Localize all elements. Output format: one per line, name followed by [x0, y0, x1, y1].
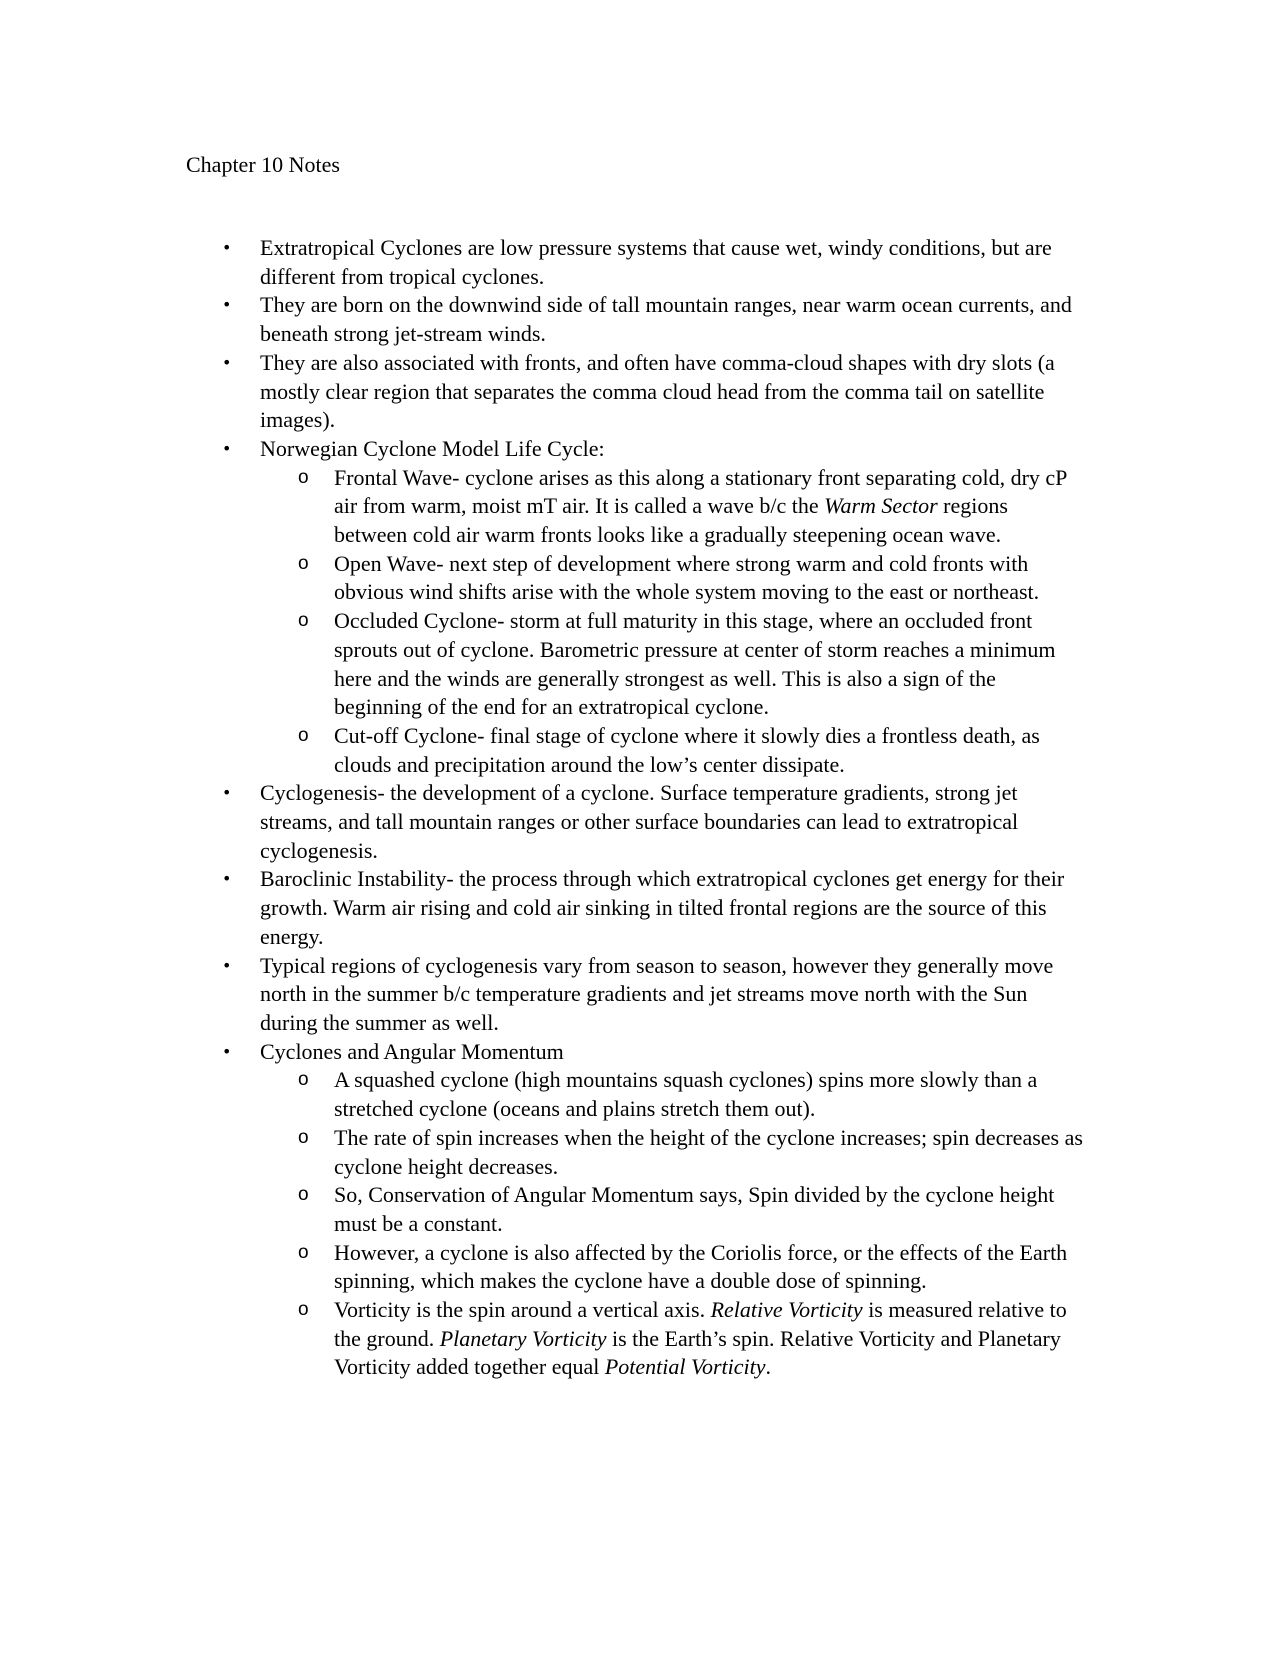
sub-bullet-item: [260, 1296, 1086, 1382]
bullet-text: [260, 292, 1072, 346]
bullet-marker-icon: •: [222, 783, 232, 803]
text-segment: is the Earth’s spin. Relative Vorticity and Planetary Vorticity added together equal: [334, 1325, 1061, 1380]
sub-bullet-text: [334, 1125, 1083, 1179]
text-segment: They are also associated with fronts, and often have comma-cloud shapes with dry slots (a mostly clear region that separates the comma cloud head from the comma tail on satellite images).: [260, 349, 1055, 433]
text-segment: They are born on the downwind side of tall mountain ranges, near warm ocean currents, and beneath strong jet-stream winds.: [260, 292, 1072, 347]
sub-bullet-text: [334, 465, 1067, 547]
bullet-marker-icon: •: [222, 1041, 232, 1061]
bullet-list: [186, 234, 1086, 1382]
sub-bullet-marker-icon: o: [298, 610, 309, 632]
sub-bullet-item: [260, 722, 1086, 779]
italic-term: Warm Sector: [824, 493, 938, 519]
text-segment: So, Conservation of Angular Momentum says, Spin divided by the cyclone height must be a constant.: [334, 1182, 1055, 1236]
sub-bullet-marker-icon: o: [298, 1241, 309, 1263]
sub-bullet-text: [334, 723, 1040, 777]
text-segment: Occluded Cyclone- storm at full maturity in this stage, where an occluded front sprouts out of cyclone. Barometric pressure at center of storm reaches a minimum here and the winds are generally strongest as well. This is also a sign of the beginning of the end for an extratropical cyclone.: [334, 608, 1056, 720]
bullet-marker-icon: •: [222, 438, 232, 458]
text-segment: Cut-off Cyclone- final stage of cyclone where it slowly dies a frontless death, as clouds and precipitation around the low’s center dissipate.: [334, 722, 1040, 777]
bullet-marker-icon: •: [222, 869, 232, 889]
bullet-marker-icon: •: [222, 238, 232, 257]
text-segment: Open Wave- next step of development where strong warm and cold fronts with obvious wind shifts arise with the whole system moving to the east or northeast.: [334, 550, 1040, 605]
text-segment: .: [765, 1354, 772, 1380]
text-segment: Cyclones and Angular Momentum: [260, 1038, 564, 1064]
bullet-item: [186, 779, 1086, 865]
bullet-text: [260, 780, 1018, 862]
sub-bullet-marker-icon: o: [298, 466, 309, 488]
text-segment: is measured relative to the ground.: [334, 1297, 1067, 1351]
sub-bullet-text: [334, 1067, 1037, 1121]
sub-bullet-item: [260, 1181, 1086, 1238]
sub-bullet-marker-icon: o: [298, 1126, 309, 1148]
sub-bullet-text: [334, 608, 1056, 719]
sub-bullet-item: [260, 1239, 1086, 1296]
bullet-item: [186, 234, 1086, 291]
bullet-text: [260, 953, 1053, 1035]
sub-bullet-marker-icon: o: [298, 724, 309, 746]
text-segment: Baroclinic Instability- the process through which extratropical cyclones get energy for their growth. Warm air rising and cold air sinking in tilted frontal regions are the source of this energy.: [260, 866, 1065, 949]
italic-term: Relative Vorticity: [710, 1297, 863, 1323]
sub-bullet-text: [334, 1240, 1067, 1294]
sub-bullet-list: [260, 1066, 1086, 1382]
sub-bullet-text: [334, 551, 1039, 605]
sub-bullet-marker-icon: o: [298, 1184, 309, 1206]
bullet-text: [260, 1039, 564, 1064]
sub-bullet-list: [260, 464, 1086, 780]
bullet-marker-icon: •: [222, 295, 232, 315]
sub-bullet-item: [260, 1066, 1086, 1123]
bullet-text: [260, 350, 1055, 432]
bullet-item: [186, 865, 1086, 951]
sub-bullet-item: [260, 464, 1086, 550]
sub-bullet-text: [334, 1182, 1054, 1236]
sub-bullet-item: [260, 607, 1086, 722]
italic-term: Potential Vorticity: [604, 1354, 766, 1380]
bullet-text: [260, 866, 1064, 948]
text-segment: Typical regions of cyclogenesis vary from season to season, however they generally move north in the summer b/c temperature gradients and jet streams move north with the Sun during the summer as well.: [260, 952, 1054, 1035]
sub-bullet-item: [260, 550, 1086, 607]
sub-bullet-marker-icon: o: [298, 1299, 309, 1321]
bullet-item: [186, 952, 1086, 1038]
sub-bullet-marker-icon: o: [298, 552, 309, 574]
bullet-text: [260, 436, 605, 461]
bullet-item: [186, 435, 1086, 779]
text-segment: Frontal Wave- cyclone arises as this along a stationary front separating cold, dry cP air from warm, moist mT air. It is called a wave b/c the: [334, 464, 1067, 519]
italic-term: Planetary Vorticity: [439, 1325, 607, 1351]
bullet-item: [186, 349, 1086, 435]
text-segment: Cyclogenesis- the development of a cyclone. Surface temperature gradients, strong jet streams, and tall mountain ranges or other surface boundaries can lead to extratropical cyclogenesis.: [260, 780, 1019, 863]
bullet-item: [186, 1038, 1086, 1382]
text-segment: Norwegian Cyclone Model Life Cycle:: [260, 435, 605, 461]
sub-bullet-text: [334, 1297, 1067, 1379]
page-title: Chapter 10 Notes: [186, 152, 340, 177]
bullet-item: [186, 291, 1086, 348]
bullet-marker-icon: •: [222, 955, 232, 975]
text-segment: Vorticity is the spin around a vertical axis.: [334, 1297, 711, 1323]
bullet-marker-icon: •: [222, 352, 232, 372]
text-segment: A squashed cyclone (high mountains squash cyclones) spins more slowly than a stretched cyclone (oceans and plains stretch them out).: [334, 1067, 1038, 1122]
text-segment: regions between cold air warm fronts looks like a gradually steepening ocean wave.: [334, 493, 1008, 548]
text-segment: The rate of spin increases when the height of the cyclone increases; spin decreases as cyclone height decreases.: [334, 1124, 1083, 1179]
sub-bullet-item: [260, 1124, 1086, 1181]
bullet-text: [260, 235, 1052, 289]
text-segment: Extratropical Cyclones are low pressure systems that cause wet, windy conditions, but are different from tropical cyclones.: [260, 235, 1052, 289]
sub-bullet-marker-icon: o: [298, 1069, 309, 1091]
text-segment: However, a cyclone is also affected by the Coriolis force, or the effects of the Earth spinning, which makes the cyclone have a double dose of spinning.: [334, 1239, 1068, 1294]
